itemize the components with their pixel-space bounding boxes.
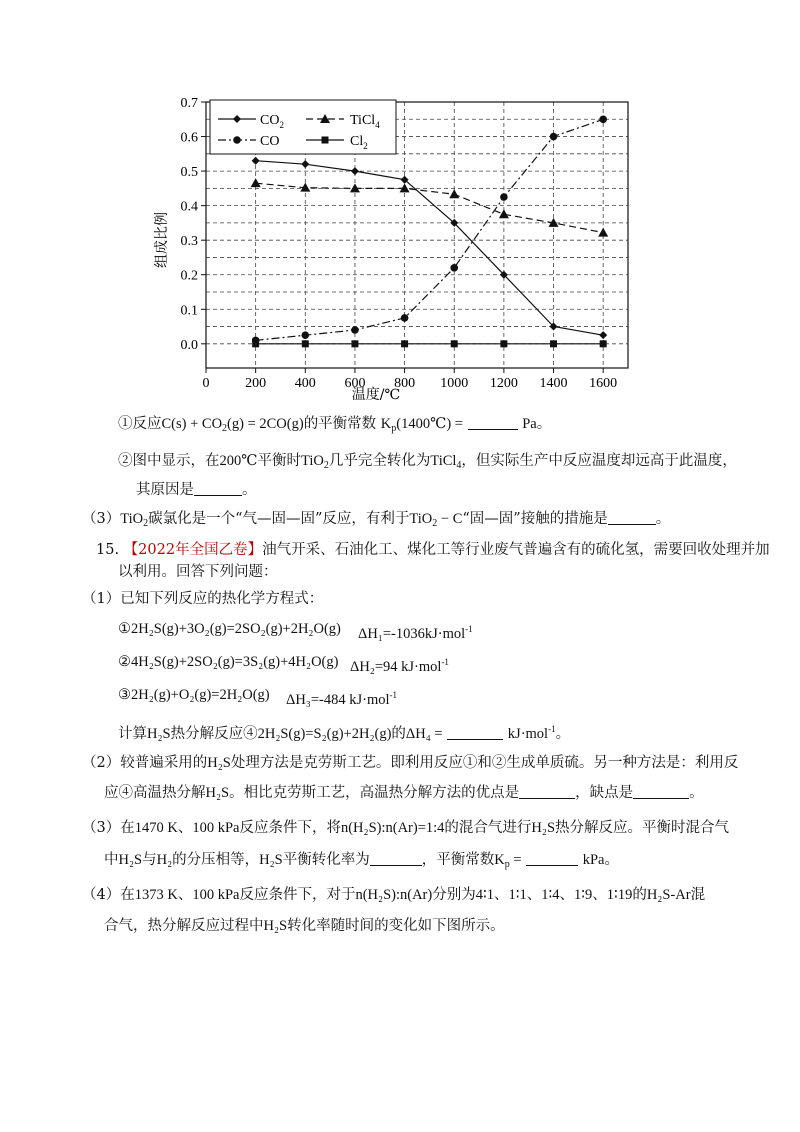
part-2: （2）较普遍采用的H₂S处理方法是克劳斯工艺。即利用反应①和②生成单质硫。另一种方法是：利用反 xyxy=(82,755,739,771)
legend-cl2: Cl xyxy=(350,134,364,149)
legend-ticl4-sub: 4 xyxy=(375,120,380,130)
point-co2 xyxy=(351,167,359,175)
y-tick-label: 0.2 xyxy=(180,268,198,284)
point-ticl4 xyxy=(499,209,509,218)
legend-ticl4: TiCl xyxy=(350,113,376,128)
x-tick-label: 600 xyxy=(344,376,366,391)
reaction-3: ③2H₂(g)+O₂(g)=2H₂O(g) ΔH₃=-484 kJ·mol$^{-1}$ xyxy=(118,687,398,708)
question-b-cont: 其原因是 。 xyxy=(136,482,257,498)
question-a: ①反应$C(s) + CO_2(g) = 2CO(g)$的平衡常数 $K_p(1400℃) = Pa$。 xyxy=(118,416,552,434)
point-cl2 xyxy=(550,340,557,347)
x-tick-label: 400 xyxy=(294,376,316,391)
legend-co2-sub: 2 xyxy=(279,120,284,130)
legend-co: CO xyxy=(260,134,280,149)
calc-line: 计算H₂S热分解反应④2H₂S(g)=S₂(g)+2H₂(g)的ΔH₄ = kJ·mol$^{-1}$。 xyxy=(118,724,571,742)
y-axis-label: 组成比例 xyxy=(154,212,170,268)
answer-blank xyxy=(447,725,503,740)
point-co xyxy=(351,326,359,334)
x-tick-label: 800 xyxy=(394,376,416,391)
y-tick-label: 0.3 xyxy=(180,234,198,250)
reaction-1: ①2H₂S(g)+3O₂(g)=2SO₂(g)+2H₂O(g) ΔH₁=-1036kJ·mol$^{-1}$ xyxy=(118,621,473,642)
source-tag: 【2022年全国乙卷】 xyxy=(123,542,263,558)
answer-blank xyxy=(370,851,422,866)
y-tick-label: 0.6 xyxy=(180,130,198,146)
point-co xyxy=(550,133,558,141)
part-2-cont: 应④高温热分解H₂S。相比克劳斯工艺，高温热分解方法的优点是 ，缺点是 。 xyxy=(104,785,704,801)
point-ticl4 xyxy=(251,178,261,187)
part-4-cont: 合气，热分解反应过程中H₂S转化率随时间的变化如下图所示。 xyxy=(104,918,505,934)
x-axis-label: 温度/℃ xyxy=(351,387,401,403)
part-4: （4）在1373 K、100 kPa反应条件下，对于n(H₂S):n(Ar)分别为4∶1、1∶1、1∶4、1∶9、1∶19的H₂S-Ar混 xyxy=(82,887,706,903)
point-co2 xyxy=(252,157,260,165)
y-tick-label: 0.7 xyxy=(180,96,198,111)
answer-blank xyxy=(633,784,689,799)
composition-chart xyxy=(140,92,630,404)
y-tick-label: 0.0 xyxy=(180,337,198,353)
point-co xyxy=(500,193,508,201)
point-ticl4 xyxy=(449,189,459,198)
answer-blank xyxy=(468,415,518,430)
chart-legend xyxy=(210,100,396,154)
answer-blank xyxy=(519,784,575,799)
x-tick-label: 1400 xyxy=(539,376,568,391)
x-tick-label: 0 xyxy=(202,376,210,391)
point-cl2 xyxy=(401,340,408,347)
point-cl2 xyxy=(351,340,358,347)
point-co xyxy=(599,115,607,123)
legend-co2: CO xyxy=(260,113,280,128)
part-3: （3）在1470 K、100 kPa反应条件下，将n(H₂S):n(Ar)=1:4的混合气进行H₂S热分解反应。平衡时混合气 xyxy=(82,820,730,836)
point-co2 xyxy=(301,160,309,168)
answer-blank xyxy=(526,851,578,866)
point-co2 xyxy=(599,331,607,339)
answer-blank xyxy=(608,510,656,525)
part-1: （1）已知下列反应的热化学方程式： xyxy=(82,591,324,607)
y-tick-label: 0.4 xyxy=(180,199,198,215)
x-tick-label: 200 xyxy=(245,376,267,391)
x-tick-label: 1600 xyxy=(589,376,618,391)
question-b: ②图中显示，在200℃平衡时TiO$_2$几乎完全转化为TiCl$_4$，但实际生产中反应温度却远高于此温度， xyxy=(118,453,737,471)
reaction-2: ②4H₂S(g)+2SO₂(g)=3S₂(g)+4H₂O(g) ΔH₂=94 kJ·mol$^{-1}$ xyxy=(118,654,449,675)
x-tick-label: 1200 xyxy=(489,376,518,391)
point-cl2 xyxy=(600,340,607,347)
point-co xyxy=(401,314,409,322)
y-tick-label: 0.1 xyxy=(180,303,198,319)
question-15-cont: 以利用。回答下列问题： xyxy=(118,564,278,580)
answer-blank xyxy=(194,481,242,496)
point-co xyxy=(450,264,458,272)
y-tick-label: 0.5 xyxy=(180,165,198,181)
point-cl2 xyxy=(252,340,259,347)
part-3-cont: 中H₂S与H₂的分压相等，H₂S平衡转化率为 ，平衡常数$K_p$ = kPa。 xyxy=(104,852,619,870)
point-cl2 xyxy=(451,340,458,347)
point-ticl4 xyxy=(598,228,608,237)
legend-cl2-sub: 2 xyxy=(363,141,368,151)
point-cl2 xyxy=(500,340,507,347)
point-cl2 xyxy=(302,340,309,347)
question-15: 15. 【2022年全国乙卷】油气开采、石油化工、煤化工等行业废气普遍含有的硫化氢，需要回收处理并加 xyxy=(96,542,770,558)
point-co xyxy=(301,331,309,339)
question-3: （3）TiO$_2$碳氯化是一个“气—固—固”反应，有利于TiO$_2$ − C“固—固”接触的措施是 。 xyxy=(82,511,671,529)
x-tick-label: 1000 xyxy=(440,376,469,391)
